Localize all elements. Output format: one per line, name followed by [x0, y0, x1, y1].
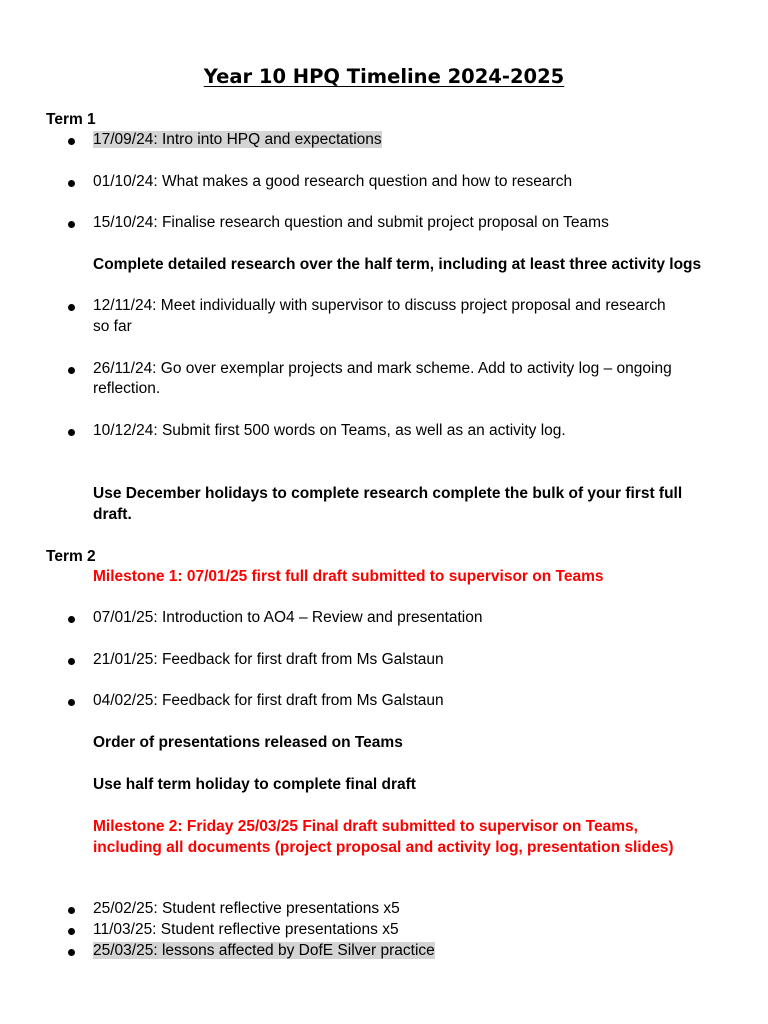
- bullet-icon: [68, 949, 75, 956]
- term-1-heading: Term 1: [46, 111, 96, 128]
- bullet-icon: [68, 180, 75, 187]
- bullet-icon: [68, 221, 75, 228]
- term-1-holiday-note: Use December holidays to complete research complete the bulk of your first full: [93, 485, 683, 502]
- bullet-icon: [68, 907, 75, 914]
- bullet-icon: [68, 429, 75, 436]
- list-item-continuation: so far: [93, 318, 132, 335]
- bullet-icon: [68, 304, 75, 311]
- bullet-icon: [68, 138, 75, 145]
- milestone-2: Milestone 2: Friday 25/03/25 Final draft submitted to supervisor on Teams,: [93, 818, 638, 835]
- list-item: 04/02/25: Feedback for first draft from Ms Galstaun: [93, 692, 444, 709]
- bullet-icon: [68, 616, 75, 623]
- bullet-icon: [68, 367, 75, 374]
- milestone-1: Milestone 1: 07/01/25 first full draft submitted to supervisor on Teams: [93, 568, 604, 585]
- bullet-icon: [68, 699, 75, 706]
- list-item: 26/11/24: Go over exemplar projects and mark scheme. Add to activity log – ongoing: [93, 360, 672, 377]
- presentations-note: Order of presentations released on Teams: [93, 734, 403, 751]
- list-item: [93, 130, 733, 151]
- list-item-continuation: reflection.: [93, 380, 161, 397]
- list-item: 07/01/25: Introduction to AO4 – Review and presentation: [93, 609, 483, 626]
- term-2-heading: Term 2: [46, 548, 96, 565]
- list-item: 11/03/25: Student reflective presentations x5: [93, 921, 399, 938]
- list-item: 12/11/24: Meet individually with supervisor to discuss project proposal and research: [93, 297, 666, 314]
- highlighted-text: 17/09/24: Intro into HPQ and expectations: [93, 131, 382, 148]
- half-term-note: Use half term holiday to complete final draft: [93, 776, 416, 793]
- term-1-holiday-note-continuation: draft.: [93, 506, 132, 523]
- list-item: 10/12/24: Submit first 500 words on Teams, as well as an activity log.: [93, 422, 566, 439]
- list-item: [93, 941, 733, 962]
- bullet-icon: [68, 928, 75, 935]
- list-item: 01/10/24: What makes a good research question and how to research: [93, 173, 573, 190]
- list-item: 15/10/24: Finalise research question and submit project proposal on Teams: [93, 214, 609, 231]
- highlighted-text: 25/03/25: lessons affected by DofE Silver practice: [93, 942, 435, 959]
- bullet-icon: [68, 658, 75, 665]
- document-title: Year 10 HPQ Timeline 2024-2025: [203, 65, 565, 88]
- term-1-note: Complete detailed research over the half term, including at least three activity logs: [93, 256, 702, 273]
- list-item: 25/02/25: Student reflective presentations x5: [93, 900, 400, 917]
- milestone-2-continuation: including all documents (project proposal and activity log, presentation slides): [93, 839, 674, 856]
- list-item: 21/01/25: Feedback for first draft from Ms Galstaun: [93, 651, 444, 668]
